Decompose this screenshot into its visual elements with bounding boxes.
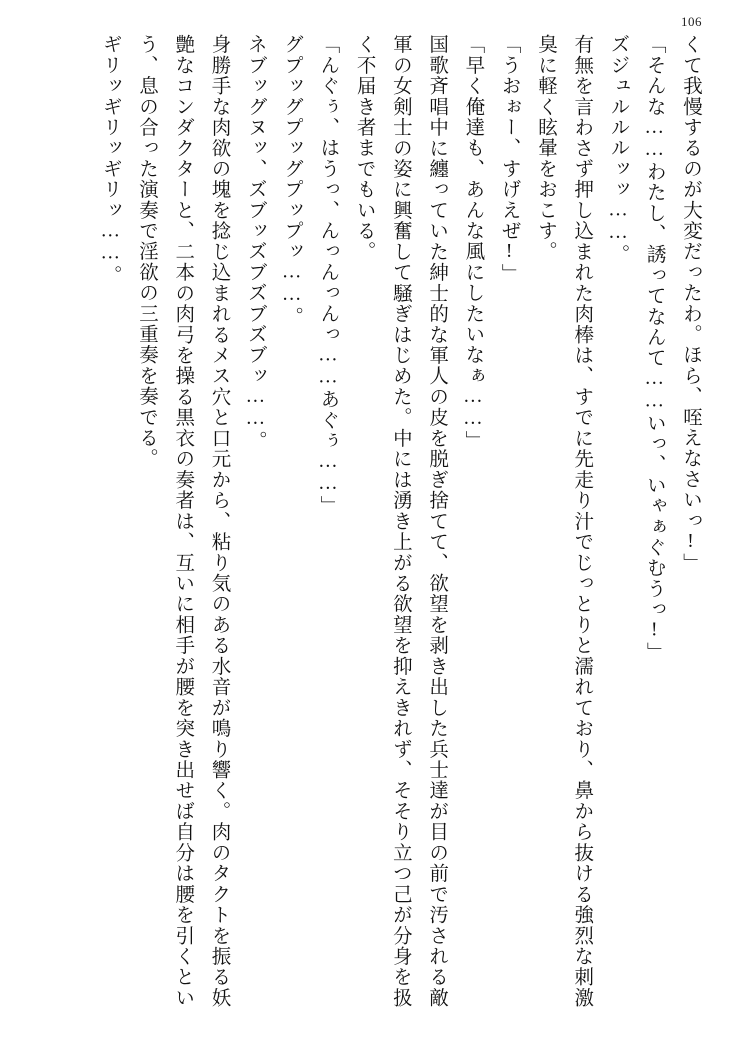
- paragraph: 「早く俺達も、あんな風にしたいなぁ……」: [462, 34, 484, 451]
- paragraph: 有無を言わさず押し込まれた肉棒は、すでに先走り汁でじっとりと濡れており、鼻から抜ける強烈な刺激臭に軽く眩暈をおこす。: [534, 34, 593, 1008]
- paragraph: ズジュルルルッッ……。: [607, 34, 629, 265]
- paragraph: 「んぐぅ、はうっ、んっんっんっ……あぐぅ……」: [317, 34, 339, 517]
- paragraph: 「うおぉー、すげえぜ!」: [498, 34, 520, 284]
- paragraph: グプッグプッグプップッ……。: [281, 34, 303, 327]
- page-number: 106: [681, 14, 702, 29]
- paragraph: 「そんな……わたし、誘ってなんて……いっ、いゃぁぐむうっ!」: [643, 34, 665, 663]
- paragraph: 身勝手な肉欲の塊を捻じ込まれるメス穴と口元から、粘り気のある水音が鳴り響く。肉のタクトを振る妖艶なコンダクターと、二本の肉弓を操る黒衣の奏者は、互いに相手が腰を突き出せば自分は腰を引くという、息の合った演奏で淫欲の三重奏を奏でる。: [136, 34, 230, 1008]
- paragraph: 国歌斉唱中に纏っていた紳士的な軍人の皮を脱ぎ捨てて、欲望を剥き出した兵士達が目の前で汚される敵軍の女剣士の姿に興奮して騒ぎはじめた。中には湧き上がる欲望を抑えきれず、そそり立つ己が分身を扱く不届き者までもいる。: [353, 34, 448, 1008]
- paragraph: ギリッギリッギリッ……。: [99, 34, 121, 286]
- paragraph: くて我慢するのが大変だったわ。ほら、咥えなさいっ!」: [680, 34, 701, 574]
- body-text: [40, 34, 708, 1008]
- paragraph: ネブッグヌッ、ズブッズブズブズブッ……。: [244, 34, 266, 451]
